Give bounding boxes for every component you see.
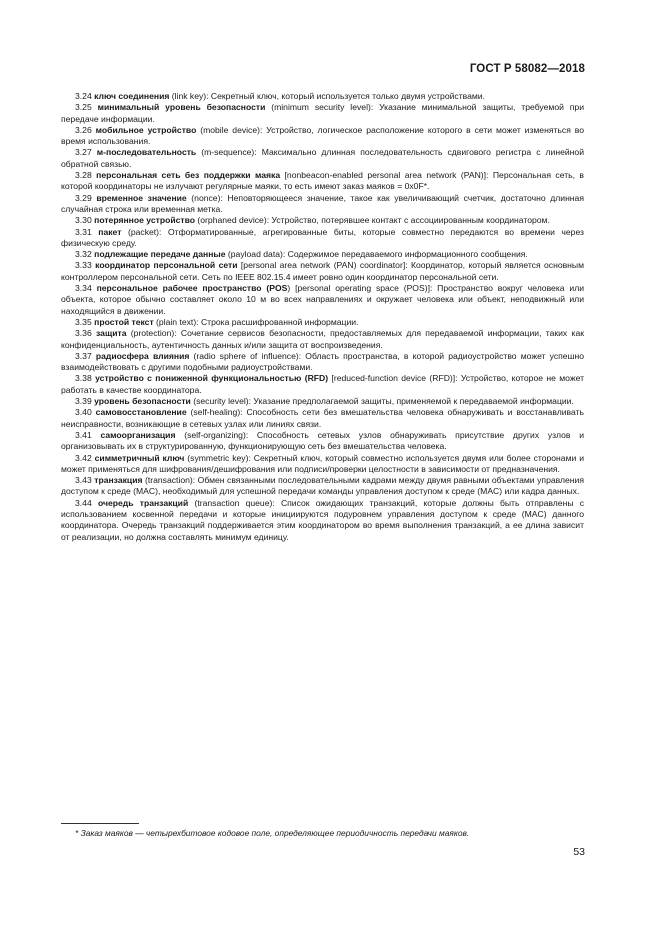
term: подлежащие передаче данные <box>94 249 226 260</box>
definition-3-42: 3.42 симметричный ключ (symmetric key): Секретный ключ, который совместно используется двумя или более сторонами и может применяться для шифрования/дешифрования или подписи/проверки целостности в зависимости от предназначения. <box>61 452 584 474</box>
term: очередь транзакций <box>97 497 189 508</box>
term: самоорганизация <box>100 429 176 440</box>
term: устройство с пониженной функциональностью (RFD) <box>95 373 329 384</box>
term: ключ соединения <box>94 91 170 101</box>
definition-3-30: 3.30 потерянное устройство (orphaned device): Устройство, потерявшее контакт с ассоциированным координатором. <box>75 215 550 226</box>
term: потерянное устройство <box>94 215 196 226</box>
term: персональное рабочее пространство (POS <box>96 283 288 294</box>
definition-3-26: 3.26 мобильное устройство (mobile device): Устройство, логическое расположение которого в сети может изменяться во время использования. <box>61 124 584 147</box>
page-number: 53 <box>573 846 585 858</box>
definition-3-41: 3.41 самоорганизация (self-organizing): Способность сетевых узлов обнаруживать присутствие других узлов и организовывать их в структурированную, функционирующую сеть без вмешательства человека. <box>61 429 585 452</box>
definition-3-37: 3.37 радиосфера влияния (radio sphere of influence): Область пространства, в которой радиоустройство может успешно взаимодействовать с другими подобными радиоустройствами. <box>61 350 585 373</box>
definition-3-43: 3.43 транзакция (transaction): Обмен связанными последовательными кадрами между двумя равными объектами управления доступом к среде (MAC), необходимый для успешной передачи команды управления доступом к среде (MAC) или кадра данных. <box>61 475 584 497</box>
definition-3-24: 3.24 ключ соединения (link key): Секретный ключ, который используется только двумя устройствами. <box>75 91 485 101</box>
term: самовосстановление <box>95 407 187 418</box>
term: координатор персональной сети <box>95 260 238 271</box>
definition-3-25: 3.25 минимальный уровень безопасности (minimum security level): Указание минимальной защиты, требуемой при передаче информации. <box>61 102 584 124</box>
term: симметричный ключ <box>94 452 185 463</box>
standard-designation: ГОСТ Р 58082—2018 <box>469 63 585 75</box>
definition-3-34: 3.34 персональное рабочее пространство (POS) [personal operating space (POS)]: Пространство вокруг человека или объекта, которое обычно составляет около 10 м во всех направлениях и окружает человека или объект, неподвижный или находящийся в движении. <box>61 283 585 316</box>
definition-3-36: 3.36 защита (protection): Сочетание сервисов безопасности, предоставляемых для передаваемой информации, таких как конфиденциальность, аутентичность данных и/или защита от воспроизведения. <box>61 328 584 350</box>
footnote: * Заказ маяков — четырехбитовое кодовое поле, определяющее периодичность передачи маяков. <box>75 828 470 838</box>
definition-3-27: 3.27 м-последовательность (m-sequence): Максимально длинная последовательность сдвигового регистра с линейной обратной связью. <box>61 147 585 169</box>
definition-3-29: 3.29 временное значение (nonce): Неповторяющееся значение, такое как увеличивающий счетчик, достаточно длинная случайная строка или временная метка. <box>61 192 584 214</box>
footnote-divider <box>61 823 139 824</box>
term: мобильное устройство <box>95 124 197 135</box>
term: минимальный уровень безопасности <box>97 102 266 113</box>
definitions-body <box>61 91 584 543</box>
definition-3-32: 3.32 подлежащие передаче данные (payload data): Содержимое передаваемого информационного сообщения. <box>75 249 528 260</box>
definition-3-40: 3.40 самовосстановление (self-healing): Способность сети без вмешательства человека обнаруживать и восстанавливать неисправности, возникающие в сетевых узлах или линиях связи. <box>61 407 584 429</box>
definition-3-33: 3.33 координатор персональной сети [personal area network (PAN) coordinator]: Координатор, который является основным контроллером персональной сети. Сеть по IEEE 802.15.4 имеет ровно один координатор персональной сети. <box>61 260 584 282</box>
term: уровень безопасности <box>94 396 191 407</box>
term: м-последовательность <box>96 147 197 158</box>
definition-3-38: 3.38 устройство с пониженной функциональностью (RFD) [reduced-function device (RFD)]: Устройство, которое не может работать в качестве координатора. <box>61 373 585 395</box>
definition-3-31: 3.31 пакет (packet): Отформатированные, агрегированные биты, которые совместно передаются во времени через физическую среду. <box>61 226 584 248</box>
term: защита <box>96 328 127 339</box>
definition-3-44: 3.44 очередь транзакций (transaction queue): Список ожидающих транзакций, которые должны быть отправлены с использованием косвенной передачи и которые инициируются подуровнем управления доступом к среде (MAC) данного координатора. Очередь транзакций поддерживается этим координатором во время выполнения транзакций, а ее длина зависит от реализации, но должна составлять минимум единицу. <box>61 497 585 542</box>
term: временное значение <box>96 192 187 203</box>
term: пакет <box>98 226 122 237</box>
term: персональная сеть без поддержки маяка <box>96 170 281 181</box>
definition-3-35: 3.35 простой текст (plain text): Строка расшифрованной информации. <box>75 316 359 327</box>
term: простой текст <box>94 316 154 327</box>
term: транзакция <box>94 475 143 486</box>
term: радиосфера влияния <box>95 350 190 361</box>
definition-3-39: 3.39 уровень безопасности (security level): Указание предполагаемой защиты, применяемой к передаваемой информации. <box>75 396 574 407</box>
definition-3-28: 3.28 персональная сеть без поддержки маяка [nonbeacon-enabled personal area network (PAN)]: Персональная сеть, в которой координаторы не излучают регулярные маяки, то есть имеют заказ маяков = 0x0F*. <box>61 170 584 192</box>
